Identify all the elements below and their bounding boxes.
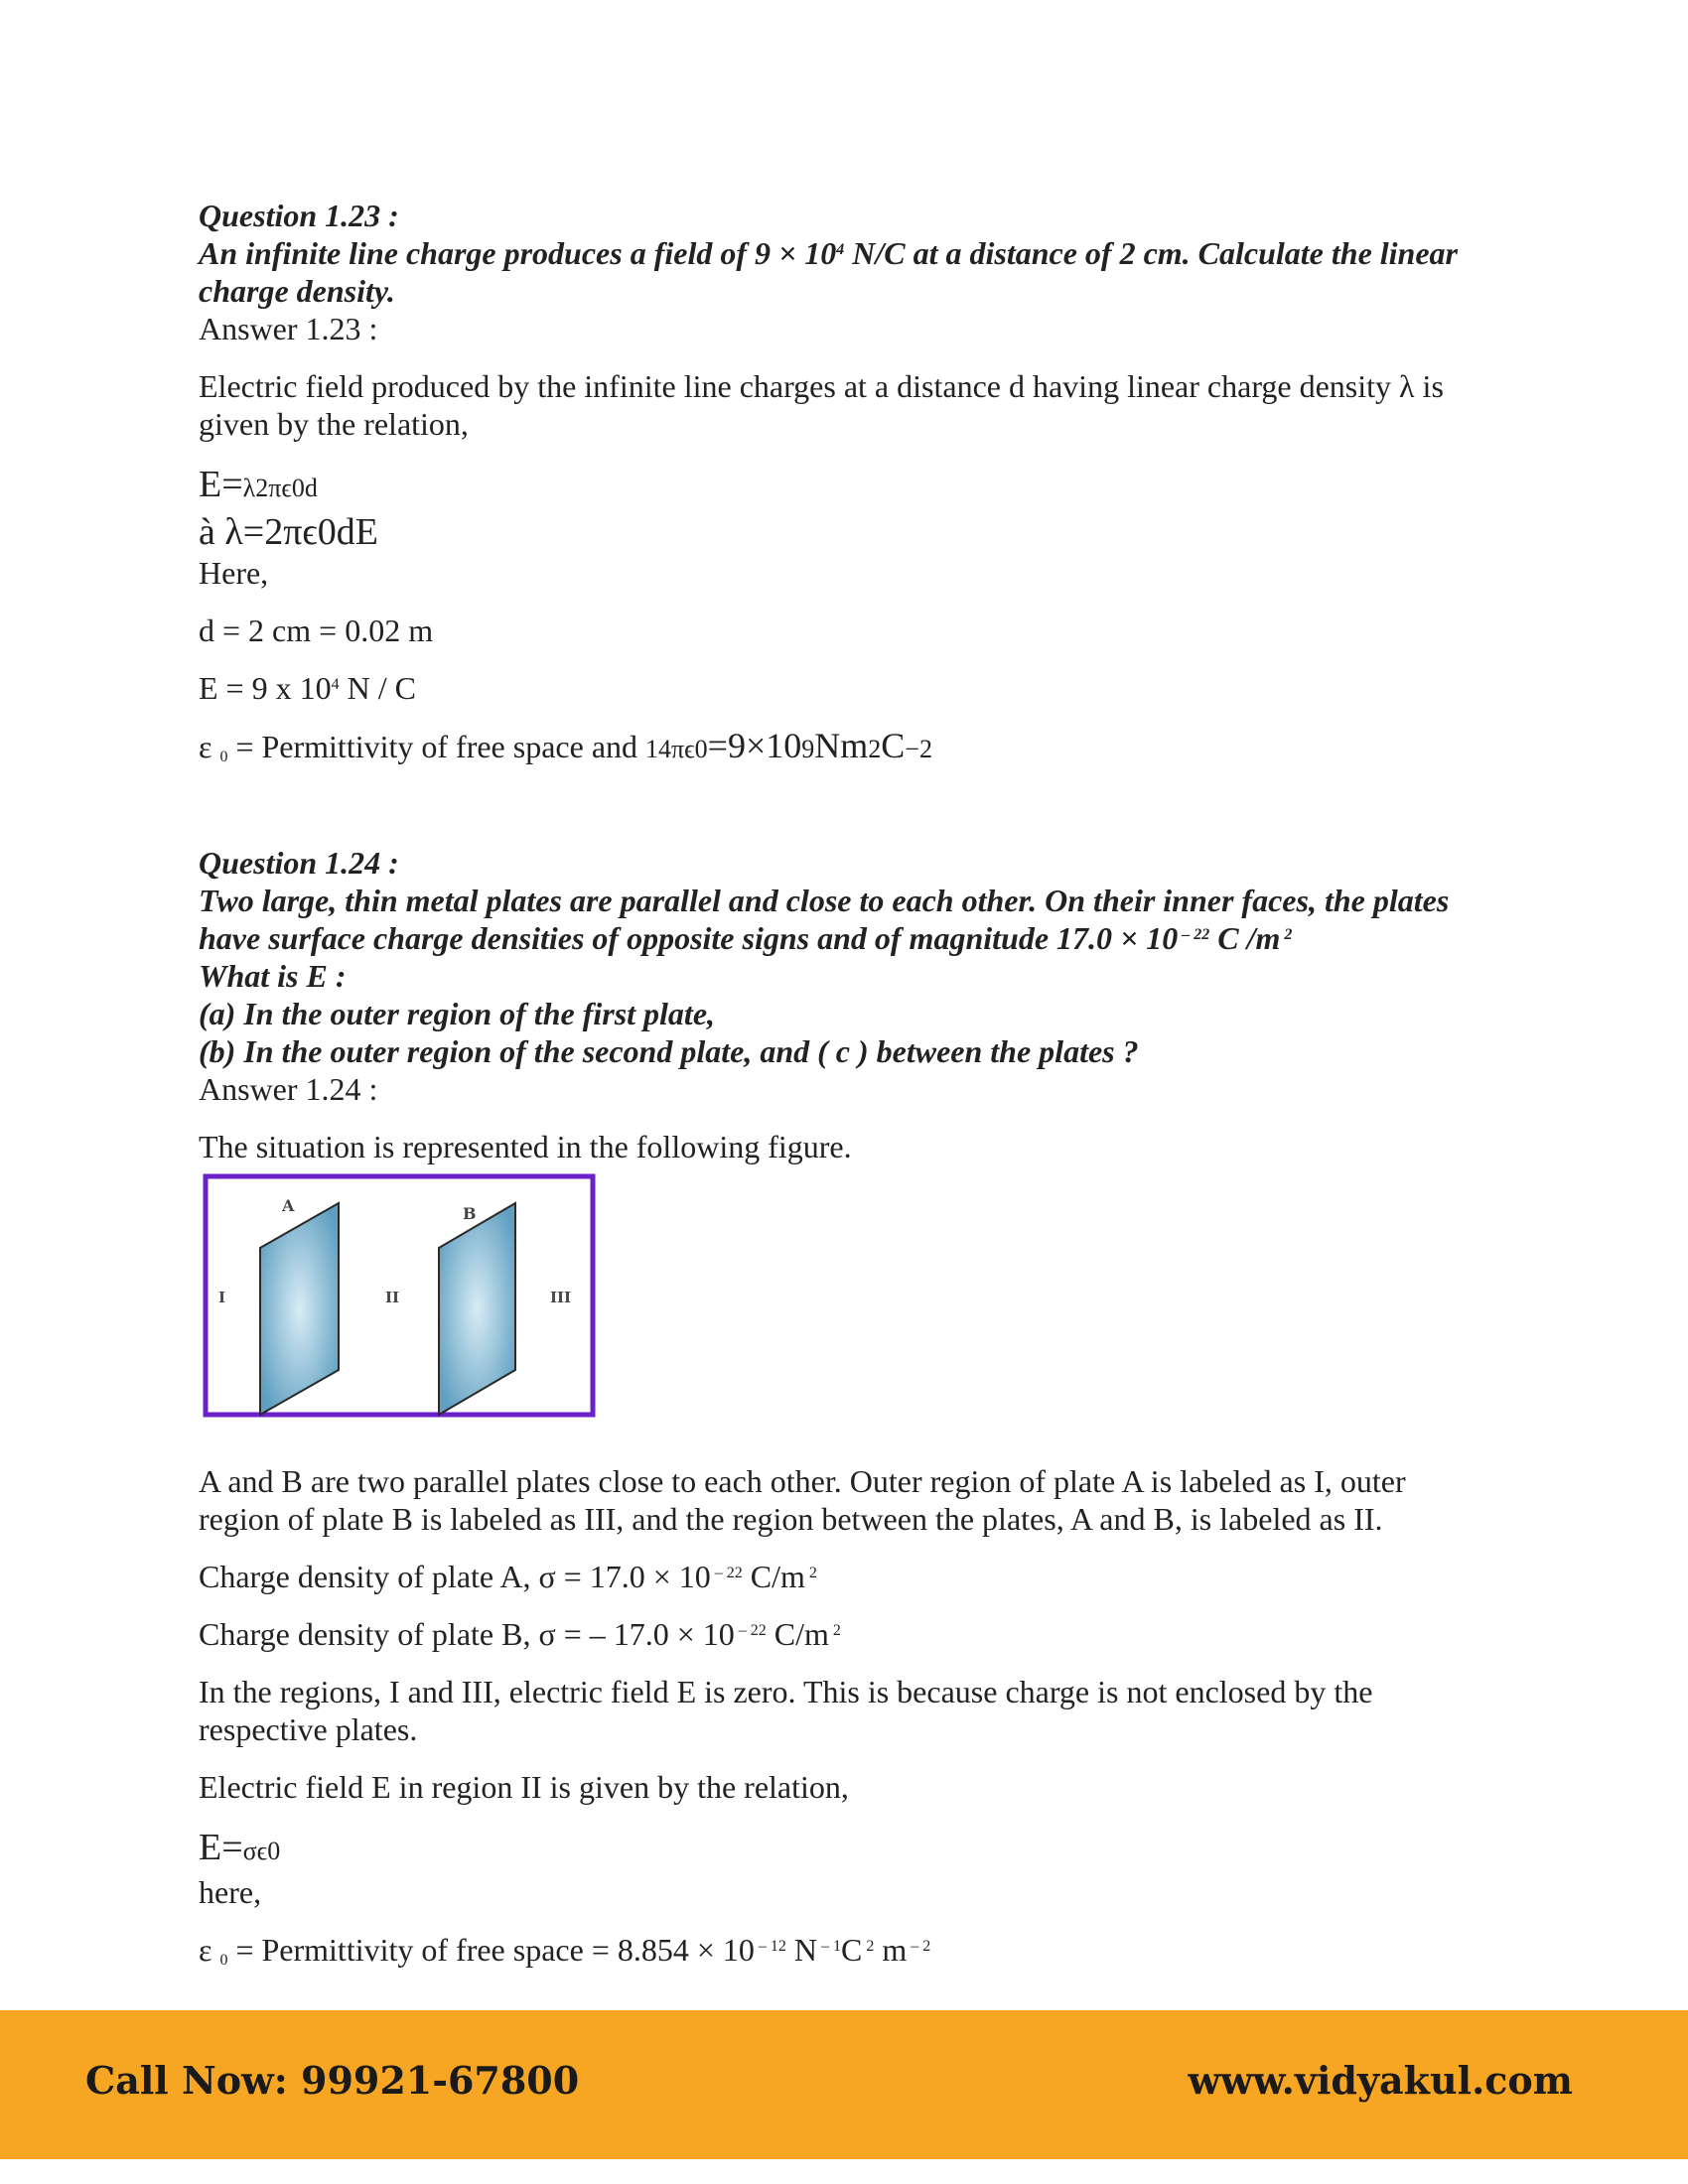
question-1-24-what: What is E : (199, 958, 347, 994)
answer-1-23-label: Answer 1.23 : (199, 311, 378, 346)
field-region-ii-text: Electric field E in region II is given by the relation, (199, 1769, 849, 1805)
page-content (199, 197, 1479, 1988)
label-region-i: I (218, 1289, 226, 1306)
website-link[interactable]: www.vidyakul.com (1188, 2058, 1573, 2103)
question-1-24-part-b: (b) In the outer region of the second plate, and ( c ) between the plates ? (199, 1033, 1139, 1069)
here-label-2: here, (199, 1874, 262, 1910)
answer-1-24-label: Answer 1.24 : (199, 1071, 378, 1107)
question-1-24-title: Question 1.24 : (199, 845, 399, 881)
equation-e-sigma: E=σϵ0 (199, 1827, 281, 1868)
regions-text: In the regions, I and III, electric field E is zero. This is because charge is not enclosed by the respective plates. (199, 1674, 1373, 1747)
plates-description: A and B are two parallel plates close to each other. Outer region of plate A is labeled as I, outer region of plate B is labeled as III, and the region between the plates, A and B, is labeled as II. (199, 1463, 1406, 1537)
here-label: Here, (199, 555, 269, 591)
question-1-23-title: Question 1.23 : (199, 198, 399, 233)
label-region-iii: III (550, 1289, 572, 1306)
equation-e-lambda: E=λ2πϵ0d (199, 464, 318, 505)
question-1-24-part-a: (a) In the outer region of the first plate, (199, 996, 716, 1031)
charge-density-b: Charge density of plate B, σ = – 17.0 × 10 $^{- 22}$ C/m $^2$ (199, 1616, 841, 1652)
equation-lambda: à λ=2πϵ0dE (199, 511, 379, 553)
question-1-23-text: An infinite line charge produces a field of $9 \times 10^4$ N/C at a distance of 2 cm. Calculate the linear charge density. (199, 235, 1458, 309)
permittivity-line: ε $_0$ = Permittivity of free space and 14πϵ0=9×109Nm2C−2 (199, 726, 932, 765)
footer-bar (0, 2010, 1688, 2159)
field-value: E = 9 x $10^4$ N / C (199, 670, 416, 706)
label-b: B (463, 1204, 477, 1223)
label-region-ii: II (385, 1289, 400, 1306)
label-a: A (282, 1196, 295, 1215)
answer-1-23-intro: Electric field produced by the infinite line charges at a distance d having linear charge density λ is given by the relation, (199, 368, 1444, 442)
distance-value: d = 2 cm = 0.02 m (199, 613, 434, 648)
permittivity-value: ε $_0$ = Permittivity of free space = 8.854 × 10 $^{- 12}$ N $^{- 1}$C $^2$ m $^{- 2}$ (199, 1932, 931, 1969)
question-1-24-text: Two large, thin metal plates are parallel and close to each other. On their inner faces, the plates have surface charge densities of opposite signs and of magnitude 17.0 × 10 $^{- 22}$ C /m $^2$ (199, 883, 1450, 956)
charge-density-a: Charge density of plate A, σ = 17.0 × 10 $^{- 22}$ C/m $^2$ (199, 1559, 817, 1594)
call-now-text[interactable]: Call Now: 99921-67800 (85, 2058, 580, 2103)
situation-text: The situation is represented in the following figure. (199, 1129, 852, 1164)
parallel-plates-figure (203, 1173, 596, 1418)
